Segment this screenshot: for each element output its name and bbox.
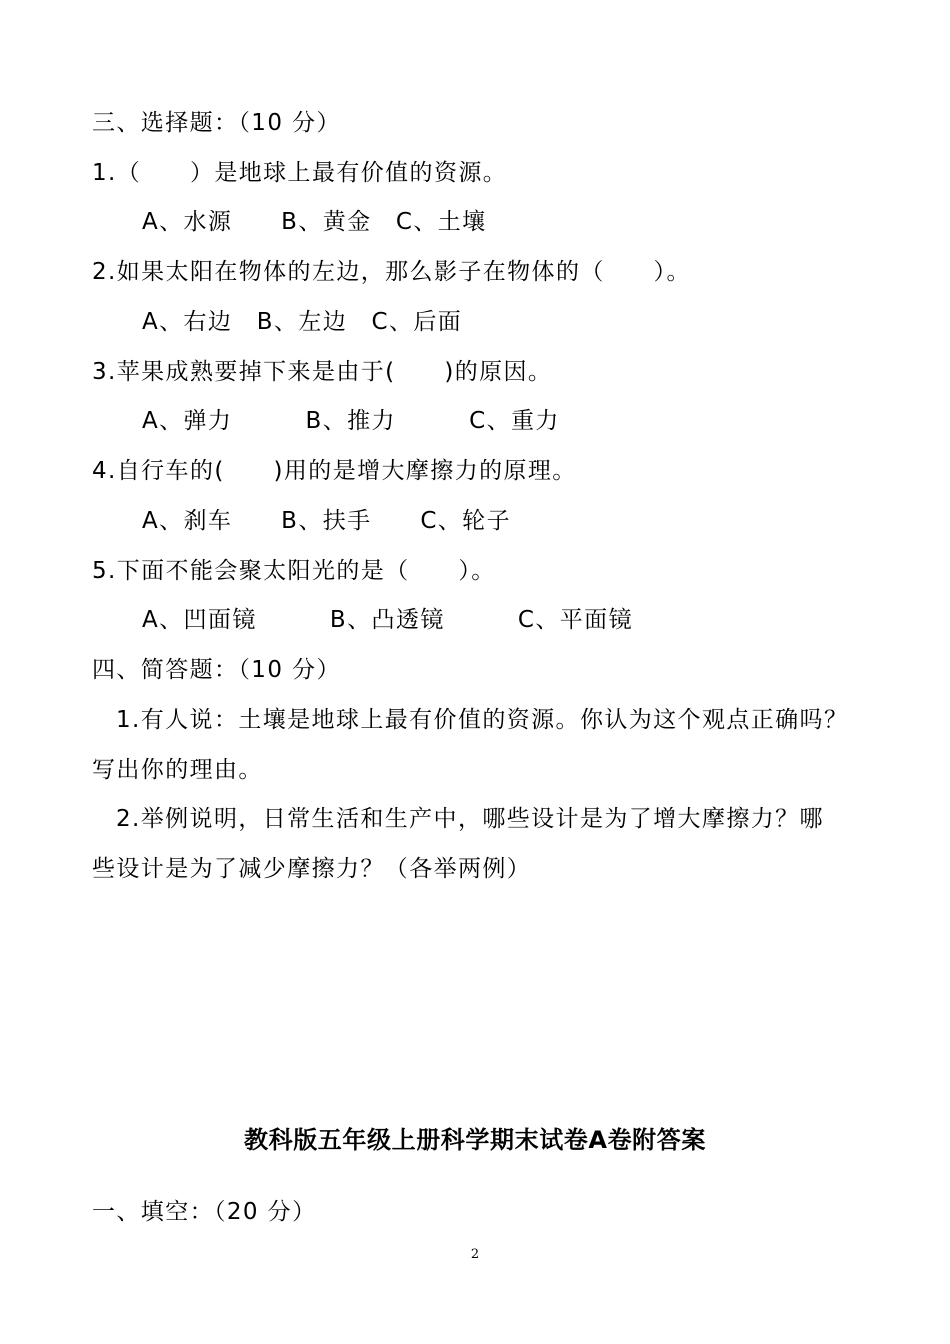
short-answer-1-line2: 写出你的理由。: [92, 757, 263, 783]
question-3: 3.苹果成熟要掉下来是由于( )的原因。: [92, 359, 553, 385]
section4-heading: 四、简答题：（10 分）: [92, 657, 341, 683]
question-5-options: A、凹面镜 B、凸透镜 C、平面镜: [142, 607, 633, 633]
page-number: 2: [470, 1247, 480, 1262]
short-answer-1-line1: 1.有人说：土壤是地球上最有价值的资源。你认为这个观点正确吗？: [116, 707, 849, 733]
question-5: 5.下面不能会聚太阳光的是（ ）。: [92, 558, 496, 584]
question-2: 2.如果太阳在物体的左边，那么影子在物体的（ ）。: [92, 259, 691, 285]
question-4-options: A、刹车 B、扶手 C、轮子: [142, 508, 511, 534]
answer-section1-heading: 一、填空：（20 分）: [92, 1199, 317, 1225]
short-answer-2-line1: 2.举例说明，日常生活和生产中，哪些设计是为了增大摩擦力？哪: [116, 806, 824, 832]
question-3-options: A、弹力 B、推力 C、重力: [142, 408, 560, 434]
question-4: 4.自行车的( )用的是增大摩擦力的原理。: [92, 458, 577, 484]
short-answer-2-line2: 些设计是为了减少摩擦力？（各举两例）: [92, 856, 532, 882]
question-1-options: A、水源 B、黄金 C、土壤: [142, 209, 487, 235]
section3-heading: 三、选择题：（10 分）: [92, 110, 341, 136]
question-2-options: A、右边 B、左边 C、后面: [142, 309, 463, 335]
answer-title: 教科版五年级上册科学期末试卷A卷附答案: [244, 1126, 706, 1154]
question-1: 1.（ ）是地球上最有价值的资源。: [92, 160, 508, 186]
